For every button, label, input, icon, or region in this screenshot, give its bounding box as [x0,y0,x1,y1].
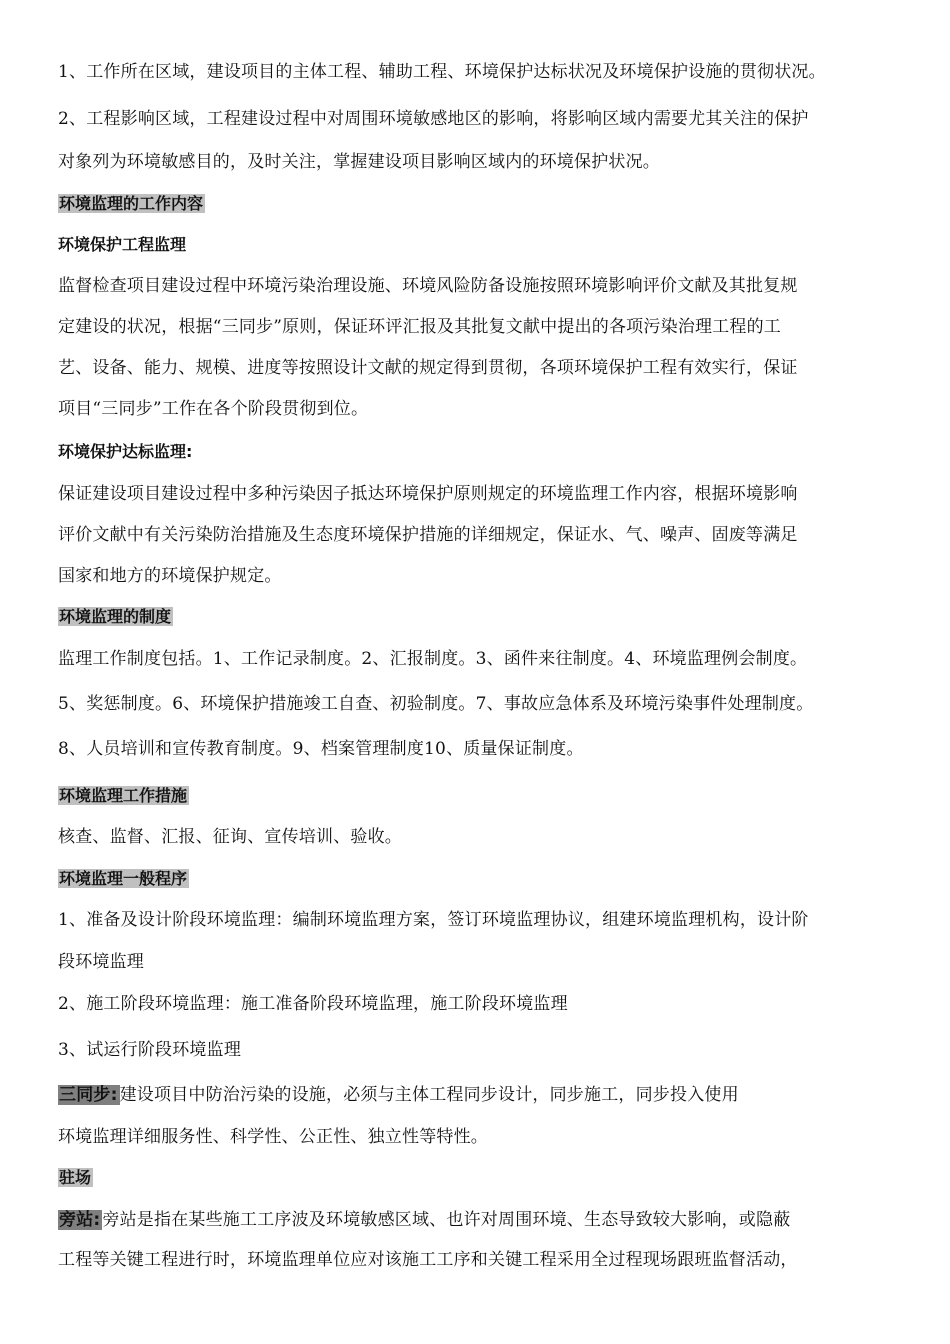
paragraph-line: 艺、设备、能力、规模、进度等按照设计文献的规定得到贯彻，各项环境保护工程有效实行，保证 [58,358,798,378]
heading-text: 环境监理一般程序 [59,869,188,888]
area-line-3: 对象列为环境敏感目的，及时关注，掌握建设项目影响区域内的环境保护状况。 [58,152,660,172]
section-heading-onsite [58,1167,93,1189]
paragraph-line: 环境监理详细服务性、科学性、公正性、独立性等特性。 [58,1127,488,1147]
three-sync-label: 三同步: [59,1085,118,1105]
paragraph-line: 定建设的状况，根据“三同步”原则，保证环评汇报及其批复文献中提出的各项污染治理工程的工 [58,317,781,337]
side-station-label: 旁站: [59,1210,101,1230]
subheading-compliance: 环境保护达标监理: [58,442,193,461]
paragraph-line: 评价文献中有关污染防治措施及生态度环境保护措施的详细规定，保证水、气、噪声、固废等满足 [58,525,798,545]
three-sync-text: 建设项目中防治污染的设施，必须与主体工程同步设计，同步施工，同步投入使用 [119,1085,739,1105]
section-heading-system [58,606,173,628]
paragraph-line: 1、准备及设计阶段环境监理：编制环境监理方案，签订环境监理协议，组建环境监理机构，设计阶 [58,910,809,930]
paragraph-line: 8、人员培训和宣传教育制度。9、档案管理制度10、质量保证制度。 [58,739,584,759]
paragraph-line: 段环境监理 [58,952,144,972]
paragraph-line: 国家和地方的环境保护规定。 [58,566,282,586]
section-heading-work-content [58,193,205,215]
paragraph-line: 5、奖惩制度。6、环境保护措施竣工自查、初验制度。7、事故应急体系及环境污染事件处理制度。 [58,694,814,714]
heading-text: 驻场 [59,1168,92,1187]
paragraph-line: 监理工作制度包括。1、工作记录制度。2、汇报制度。3、函件来往制度。4、环境监理例会制度。 [58,649,808,669]
three-sync-line [58,1084,739,1106]
paragraph-line: 项目“三同步”工作在各个阶段贯彻到位。 [58,399,369,419]
paragraph-line: 2、施工阶段环境监理：施工准备阶段环境监理，施工阶段环境监理 [58,994,568,1014]
heading-text: 环境监理工作措施 [59,786,188,805]
side-station-line [58,1209,790,1231]
paragraph-line: 核查、监督、汇报、征询、宣传培训、验收。 [58,827,402,847]
area-line-2: 2、工程影响区域，工程建设过程中对周围环境敏感地区的影响，将影响区域内需要尤其关注的保护 [58,109,809,129]
area-line-1: 1、工作所在区域，建设项目的主体工程、辅助工程、环境保护达标状况及环境保护设施的贯彻状况。 [58,62,826,82]
section-heading-measures [58,785,189,807]
section-heading-procedure [58,868,189,890]
paragraph-line: 监督检查项目建设过程中环境污染治理设施、环境风险防备设施按照环境影响评价文献及其批复规 [58,276,798,296]
paragraph-line: 工程等关键工程进行时，环境监理单位应对该施工工序和关键工程采用全过程现场跟班监督活动， [58,1250,798,1270]
paragraph-line: 保证建设项目建设过程中多种污染因子抵达环境保护原则规定的环境监理工作内容，根据环境影响 [58,484,798,504]
paragraph-line: 3、试运行阶段环境监理 [58,1040,242,1060]
heading-text: 环境监理的工作内容 [59,194,204,213]
heading-text: 环境监理的制度 [59,607,172,626]
subheading-protection-engineering: 环境保护工程监理 [58,235,187,254]
side-station-text: 旁站是指在某些施工工序波及环境敏感区域、也许对周围环境、生态导致较大影响，或隐蔽 [102,1210,791,1230]
